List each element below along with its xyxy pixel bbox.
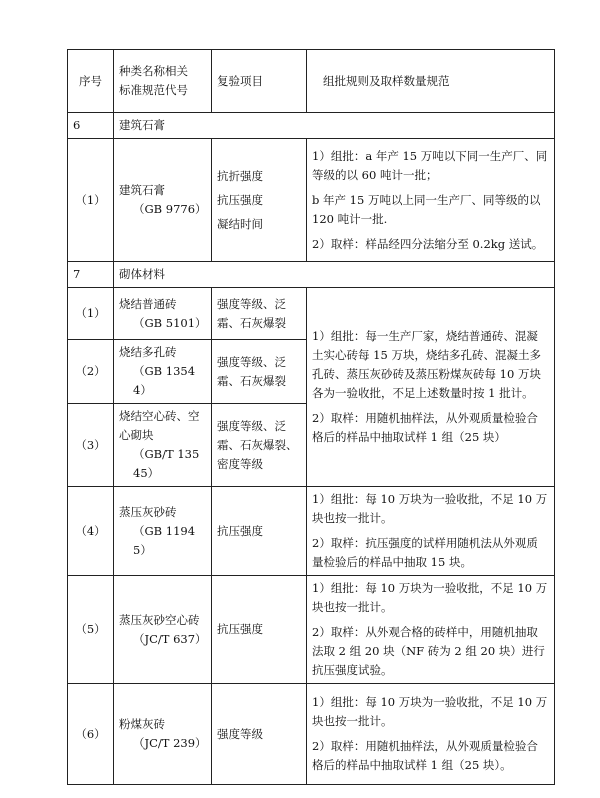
rule-paragraph: 1）组批：每 10 万块为一验收批，不足 10 万块也按一批计。: [312, 581, 548, 614]
row-seq: （1）: [68, 139, 114, 262]
material-name: 蒸压灰砂空心砖: [119, 612, 200, 627]
test-items: 强度等级、泛霜、石灰爆裂: [212, 288, 307, 340]
rule-paragraph: 1）组批：每 10 万块为一验收批，不足 10 万块也按一批计。: [312, 492, 548, 525]
rule-paragraph: 1）组批：a 年产 15 万吨以下同一生产厂、同等级的以 60 吨计一批；: [312, 148, 548, 182]
header-seq: 序号: [68, 50, 114, 113]
header-rule: 组批规则及取样数量规范: [307, 50, 555, 113]
material-name: 烧结空心砖、空心砌块: [119, 409, 200, 442]
table-row: [68, 576, 555, 684]
rule-paragraph: 1）组批：每 10 万块为一验收批，不足 10 万块也按一批计。: [312, 695, 548, 728]
test-items: 强度等级、泛霜、石灰爆裂: [212, 340, 307, 404]
row-name: [114, 139, 212, 262]
rule-cell: [307, 487, 555, 576]
standard-code: （GB 11945）: [133, 523, 196, 557]
section-title: 建筑石膏: [114, 113, 555, 139]
rule-cell: [307, 684, 555, 785]
rule-cell: [307, 288, 555, 487]
row-seq: （4）: [68, 487, 114, 576]
rule-paragraph: 2）取样：抗压强度的试样用随机法从外观质量检验后的样品中抽取 15 块。: [312, 536, 538, 569]
row-name: [114, 340, 212, 404]
row-seq: （3）: [68, 404, 114, 487]
rule-paragraph: 2）取样：用随机抽样法，从外观质量检验合格后的样品中抽取试样 1 组（25 块）。: [312, 739, 538, 772]
rule-paragraph: 2）取样：样品经四分法缩分至 0.2kg 送试。: [312, 236, 544, 251]
standard-code: （JC/T 637）: [133, 631, 207, 646]
table-row: [68, 288, 555, 340]
section-row-6: [68, 113, 555, 139]
material-name: 粉煤灰砖: [119, 717, 165, 731]
standard-code: （GB 5101）: [133, 315, 207, 330]
header-name: 种类名称相关 标准规范代号: [114, 50, 212, 113]
material-name: 建筑石膏: [119, 183, 165, 197]
section-seq: 6: [68, 113, 114, 139]
material-name: 蒸压灰砂砖: [119, 504, 177, 519]
row-seq: （1）: [68, 288, 114, 340]
test-items: 抗压强度: [212, 576, 307, 684]
row-name: [114, 487, 212, 576]
row-seq: （2）: [68, 340, 114, 404]
row-name: [114, 576, 212, 684]
material-name: 烧结多孔砖: [119, 345, 177, 359]
row-seq: （5）: [68, 576, 114, 684]
standard-code: （GB 13544）: [133, 364, 196, 397]
row-seq: （6）: [68, 684, 114, 785]
header-item: 复验项目: [212, 50, 307, 113]
test-items: 抗压强度: [212, 487, 307, 576]
rule-paragraph: b 年产 15 万吨以上同一生产厂、同等级的以 120 吨计一批.: [312, 192, 541, 226]
rule-cell: [307, 576, 555, 684]
rule-cell: [307, 139, 555, 262]
sampling-spec-table: [67, 49, 555, 785]
rule-paragraph: 2）取样：从外观合格的砖样中，用随机抽取法取 2 组 20 块（NF 砖为 2 组 20 块）进行抗压强度试验。: [312, 625, 545, 677]
test-items: 抗折强度 抗压强度 凝结时间: [212, 139, 307, 262]
material-name: 烧结普通砖: [119, 296, 177, 311]
section-row-7: [68, 262, 555, 288]
test-items: 强度等级、泛霜、石灰爆裂、密度等级: [212, 404, 307, 487]
rule-paragraph: 1）组批：每一生产厂家，烧结普通砖、混凝土实心砖每 15 万块，烧结多孔砖、混凝土多孔砖、蒸压灰砂砖及蒸压粉煤灰砖每 10 万块各为一验收批，不足上述数量时按 1 批计。: [312, 329, 541, 400]
row-name: [114, 684, 212, 785]
standard-code: （JC/T 239）: [133, 736, 207, 750]
section-seq: 7: [68, 262, 114, 288]
standard-code: （GB 9776）: [133, 202, 207, 216]
section-title: 砌体材料: [114, 262, 555, 288]
row-name: [114, 288, 212, 340]
test-items: 强度等级: [212, 684, 307, 785]
header-row: [68, 50, 555, 113]
table-row: [68, 139, 555, 262]
table-row: [68, 487, 555, 576]
rule-paragraph: 2）取样：用随机抽样法，从外观质量检验合格后的样品中抽取试样 1 组（25 块）: [312, 411, 538, 444]
standard-code: （GB/T 13545）: [133, 447, 200, 480]
row-name: [114, 404, 212, 487]
table-row: [68, 684, 555, 785]
